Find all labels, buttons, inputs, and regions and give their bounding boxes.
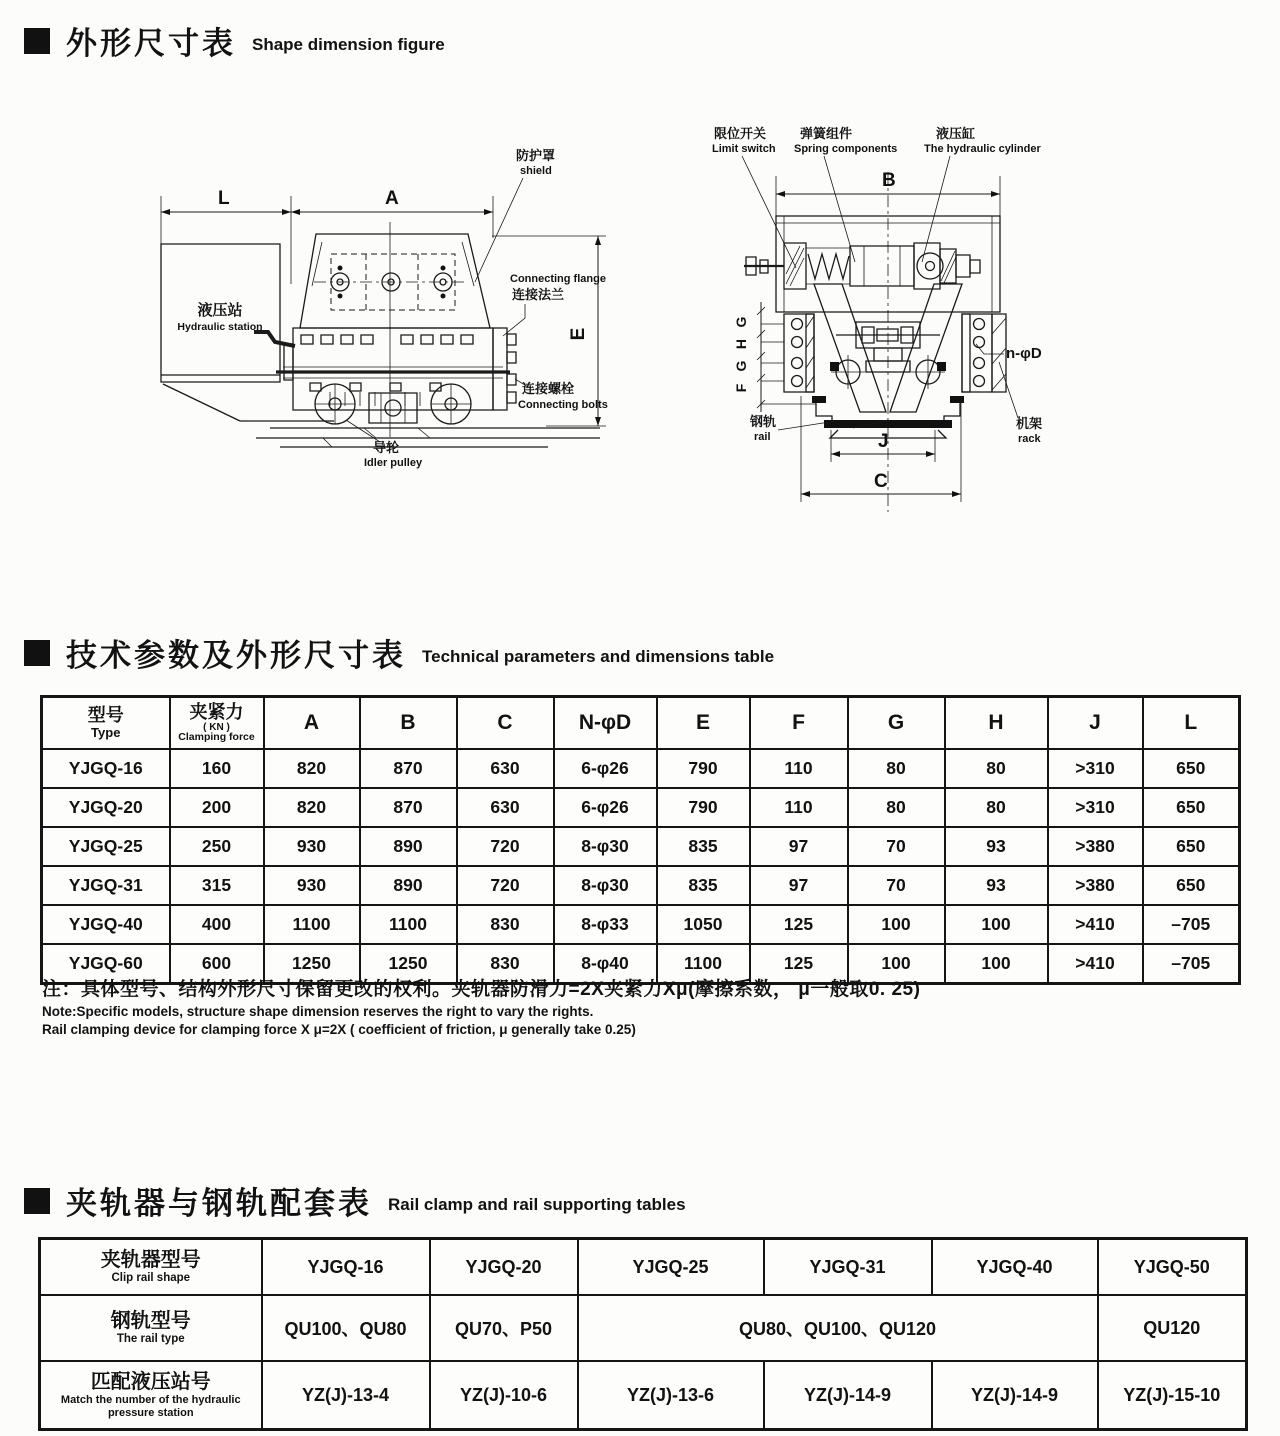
dim-B-label: B: [882, 170, 896, 191]
value-cell: 97: [750, 866, 848, 905]
value-cell: 870: [360, 749, 457, 788]
rail-label-en: rail: [754, 431, 771, 443]
row-header-en: Match the number of the hydraulic pressure station: [60, 1394, 241, 1419]
clamp-model-cell: YJGQ-40: [932, 1239, 1098, 1296]
value-cell: 100: [945, 944, 1048, 984]
header-type-zh: 型号: [87, 705, 124, 726]
section-title-en: Technical parameters and dimensions table: [422, 646, 775, 666]
rack-label-en: rack: [1018, 433, 1041, 445]
header-J: J: [1048, 697, 1143, 750]
dim-E-label: E: [568, 327, 589, 341]
row-header-zh: 钢轨型号: [110, 1310, 191, 1333]
table-row: [42, 866, 1240, 905]
left-technical-drawing: [118, 132, 718, 572]
row-header-zh: 夹轨器型号: [100, 1249, 201, 1272]
value-cell: 890: [360, 866, 457, 905]
cylinder-label-en: The hydraulic cylinder: [924, 143, 1041, 155]
black-square-bullet: [24, 1188, 50, 1214]
value-cell: 1250: [360, 944, 457, 984]
rack-label-zh: 机架: [1016, 416, 1043, 431]
value-cell: 100: [945, 905, 1048, 944]
value-cell: 110: [750, 788, 848, 827]
header-type: [42, 697, 170, 750]
header-E: E: [657, 697, 750, 750]
value-cell: 650: [1143, 749, 1240, 788]
shield-label-en: shield: [520, 165, 552, 177]
value-cell: 160: [170, 749, 264, 788]
pulley-label-zh: 导轮: [373, 440, 400, 455]
section-title-zh: 外形尺寸表: [66, 26, 236, 61]
dim-F-label: F: [733, 383, 749, 393]
value-cell: 650: [1143, 866, 1240, 905]
black-square-bullet: [24, 640, 50, 666]
dim-H-label: H: [733, 338, 749, 350]
right-technical-drawing: [688, 116, 1133, 556]
value-cell: 630: [457, 788, 554, 827]
value-cell: 400: [170, 905, 264, 944]
rail-type-cell: QU100、QU80: [262, 1295, 430, 1361]
value-cell: 835: [657, 827, 750, 866]
table-row: [40, 1239, 1247, 1296]
hydraulic-station: [161, 244, 334, 421]
value-cell: 100: [848, 944, 945, 984]
value-cell: 790: [657, 788, 750, 827]
value-cell: 930: [264, 866, 360, 905]
hydraulic-station-cell: YZ(J)-10-6: [430, 1361, 578, 1430]
clamp-model-cell: YJGQ-16: [262, 1239, 430, 1296]
limit-switch-label-en: Limit switch: [712, 143, 776, 155]
value-cell: 70: [848, 827, 945, 866]
section-title-en: Rail clamp and rail supporting tables: [388, 1194, 686, 1214]
bolts-label-en: Connecting bolts: [518, 399, 608, 411]
value-cell: 650: [1143, 788, 1240, 827]
n-phi-d-label: n-φD: [1006, 345, 1042, 362]
value-cell: >410: [1048, 944, 1143, 984]
spring-label-en: Spring components: [794, 143, 898, 155]
header-force-zh: 夹紧力: [189, 702, 244, 723]
value-cell: >380: [1048, 827, 1143, 866]
hydraulic-station-cell: YZ(J)-14-9: [764, 1361, 932, 1430]
value-cell: 600: [170, 944, 264, 984]
value-cell: 830: [457, 944, 554, 984]
note-en-2: Rail clamping device for clamping force X μ=2X ( coefficient of friction, μ generally take 0.25): [42, 1022, 636, 1037]
value-cell: –705: [1143, 944, 1240, 984]
dimension-FGHG: [733, 302, 816, 412]
value-cell: 830: [457, 905, 554, 944]
value-cell: 100: [848, 905, 945, 944]
dim-G1-label: G: [733, 316, 749, 328]
flange-label-en: Connecting flange: [510, 273, 606, 285]
shield-label-zh: 防护罩: [516, 148, 556, 163]
value-cell: 93: [945, 866, 1048, 905]
value-cell: 6-φ26: [554, 788, 657, 827]
table-row: [40, 1295, 1247, 1361]
hydraulic-station-cell: YZ(J)-13-6: [578, 1361, 764, 1430]
idler-pulleys: [315, 384, 471, 424]
value-cell: 200: [170, 788, 264, 827]
header-C: C: [457, 697, 554, 750]
clamp-model-cell: YJGQ-50: [1098, 1239, 1247, 1296]
model-cell: YJGQ-60: [42, 944, 170, 984]
header-clamping-force: [170, 697, 264, 750]
spring-cylinder-assembly: [744, 243, 980, 289]
header-force-en: Clamping force: [178, 731, 255, 744]
table-row: [42, 788, 1240, 827]
section-heading-parameters: [24, 630, 774, 675]
value-cell: 930: [264, 827, 360, 866]
model-cell: YJGQ-16: [42, 749, 170, 788]
value-cell: 125: [750, 944, 848, 984]
section-title-zh: 技术参数及外形尺寸表: [66, 638, 406, 673]
value-cell: 650: [1143, 827, 1240, 866]
value-cell: 80: [848, 788, 945, 827]
row-header-rail-type: [40, 1295, 262, 1361]
limit-switch-label-zh: 限位开关: [714, 126, 767, 141]
value-cell: 8-φ30: [554, 827, 657, 866]
value-cell: 250: [170, 827, 264, 866]
value-cell: 1050: [657, 905, 750, 944]
value-cell: 315: [170, 866, 264, 905]
table-row: [42, 905, 1240, 944]
value-cell: 8-φ33: [554, 905, 657, 944]
model-cell: YJGQ-20: [42, 788, 170, 827]
value-cell: 80: [945, 788, 1048, 827]
dim-A-label: A: [385, 188, 399, 209]
value-cell: 97: [750, 827, 848, 866]
parameters-table: [40, 695, 1241, 985]
value-cell: 1100: [360, 905, 457, 944]
ground-rail-lines: [256, 428, 600, 447]
side-brackets: [784, 314, 1006, 392]
clamp-model-cell: YJGQ-31: [764, 1239, 932, 1296]
clamp-model-cell: YJGQ-20: [430, 1239, 578, 1296]
dim-G2-label: G: [733, 360, 749, 372]
table-header-row: [42, 697, 1240, 750]
value-cell: 720: [457, 827, 554, 866]
clamp-body: [276, 328, 516, 410]
station-label-en: Hydraulic station: [177, 321, 263, 333]
hydraulic-station-cell: YZ(J)-15-10: [1098, 1361, 1247, 1430]
value-cell: 1100: [657, 944, 750, 984]
value-cell: 8-φ40: [554, 944, 657, 984]
model-cell: YJGQ-25: [42, 827, 170, 866]
value-cell: >380: [1048, 866, 1143, 905]
value-cell: 870: [360, 788, 457, 827]
cylinder-label-zh: 液压缸: [936, 126, 976, 141]
table-row: [40, 1361, 1247, 1430]
rail-type-cell: QU70、P50: [430, 1295, 578, 1361]
hydraulic-station-cell: YZ(J)-14-9: [932, 1361, 1098, 1430]
rail-type-cell: QU120: [1098, 1295, 1247, 1361]
bolts-label-zh: 连接螺栓: [522, 381, 575, 396]
row-header-en: Clip rail shape: [111, 1272, 191, 1285]
table-row: [42, 749, 1240, 788]
section-title-en: Shape dimension figure: [252, 34, 445, 54]
pulley-label-en: Idler pulley: [364, 457, 423, 469]
clamp-model-cell: YJGQ-25: [578, 1239, 764, 1296]
row-header-en: The rail type: [116, 1333, 185, 1346]
dim-J-label: J: [878, 431, 889, 452]
spring-label-zh: 弹簧组件: [800, 126, 853, 141]
value-cell: 790: [657, 749, 750, 788]
dim-C-label: C: [874, 471, 888, 492]
header-N-phi-D: N-φD: [554, 697, 657, 750]
header-force-unit: ( KN ): [203, 722, 230, 734]
value-cell: 6-φ26: [554, 749, 657, 788]
rail-type-cell: QU80、QU100、QU120: [578, 1295, 1098, 1361]
value-cell: 8-φ30: [554, 866, 657, 905]
header-F: F: [750, 697, 848, 750]
value-cell: 80: [848, 749, 945, 788]
section-title-zh: 夹轨器与钢轨配套表: [66, 1186, 372, 1221]
station-label-zh: 液压站: [197, 302, 243, 319]
value-cell: 890: [360, 827, 457, 866]
row-header-clamp-model: [40, 1239, 262, 1296]
black-square-bullet: [24, 28, 50, 54]
model-cell: YJGQ-40: [42, 905, 170, 944]
header-G: G: [848, 697, 945, 750]
rail-label-zh: 钢轨: [750, 414, 777, 429]
table-notes: [42, 974, 1242, 1037]
value-cell: 70: [848, 866, 945, 905]
value-cell: >410: [1048, 905, 1143, 944]
value-cell: 630: [457, 749, 554, 788]
section-heading-shape: [24, 18, 445, 63]
note-zh: 注：具体型号、结构外形尺寸保留更改的权利。夹轨器防滑力=2X夹紧力Xμ(摩擦系数， μ一般取0. 25): [42, 979, 921, 1000]
value-cell: 80: [945, 749, 1048, 788]
value-cell: 125: [750, 905, 848, 944]
row-header-hydraulic-station: [40, 1361, 262, 1430]
value-cell: 1100: [264, 905, 360, 944]
hydraulic-station-cell: YZ(J)-13-4: [262, 1361, 430, 1430]
value-cell: 110: [750, 749, 848, 788]
value-cell: 1250: [264, 944, 360, 984]
header-B: B: [360, 697, 457, 750]
note-en-1: Note:Specific models, structure shape dimension reserves the right to vary the rights.: [42, 1004, 594, 1019]
value-cell: 820: [264, 788, 360, 827]
dim-L-label: L: [218, 188, 230, 209]
header-A: A: [264, 697, 360, 750]
model-cell: YJGQ-31: [42, 866, 170, 905]
value-cell: 820: [264, 749, 360, 788]
table-row: [42, 827, 1240, 866]
value-cell: >310: [1048, 788, 1143, 827]
value-cell: 720: [457, 866, 554, 905]
header-L: L: [1143, 697, 1240, 750]
value-cell: >310: [1048, 749, 1143, 788]
row-header-zh: 匹配液压站号: [90, 1371, 211, 1394]
flange-label-zh: 连接法兰: [512, 287, 565, 302]
value-cell: 93: [945, 827, 1048, 866]
dimension-J-C: [801, 430, 961, 494]
value-cell: 835: [657, 866, 750, 905]
value-cell: –705: [1143, 905, 1240, 944]
rail-match-table: [38, 1237, 1248, 1431]
header-type-en: Type: [91, 725, 121, 741]
section-heading-matching: [24, 1178, 686, 1223]
header-H: H: [945, 697, 1048, 750]
